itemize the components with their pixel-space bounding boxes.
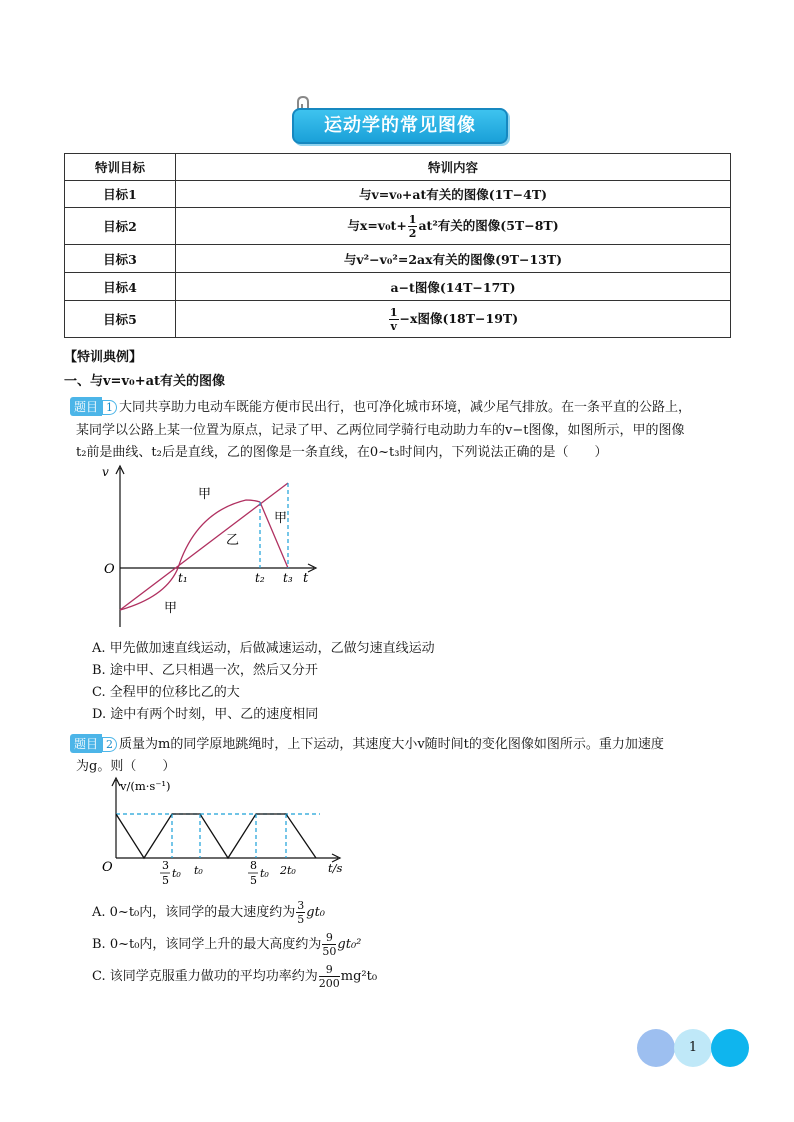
t-label: t/s: [328, 861, 343, 875]
content-cell: a−t图像(14T−17T): [176, 273, 731, 301]
fraction: [408, 214, 418, 239]
content-cell: 与v²−v₀²=2ax有关的图像(9T−13T): [176, 245, 731, 273]
fraction-num: 9: [319, 964, 340, 977]
content-cell: [176, 301, 731, 338]
option-c: C. 全程甲的位移比乙的大: [92, 685, 240, 700]
frac-b-den: 5: [250, 874, 257, 887]
yi-label: 乙: [226, 533, 240, 548]
frac-b-t0: t₀: [260, 867, 269, 880]
section-heading: 【特训典例】: [64, 350, 143, 365]
t3-label: t₃: [283, 571, 293, 585]
question-tag: 题目: [70, 734, 102, 753]
fraction: [319, 964, 340, 989]
option-a: [92, 900, 325, 925]
tick-t0: t₀: [194, 864, 203, 877]
option-d: D. 途中有两个时刻，甲、乙的速度相同: [92, 707, 319, 722]
jia-label-curve: 甲: [198, 487, 212, 502]
origin-label: O: [104, 562, 115, 577]
table-header: 特训内容: [176, 154, 731, 181]
option-text: C. 该同学克服重力做功的平均功率约为: [92, 969, 318, 984]
page-number: 1: [674, 1029, 712, 1067]
option-text: B. 0~t₀内，该同学上升的最大高度约为: [92, 937, 322, 952]
fraction-num: 3: [297, 899, 305, 912]
option-text: mg²t₀: [340, 969, 378, 984]
question-text: t₂前是曲线、t₂后是直线，乙的图像是一条直线，在0~t₃时间内，下列说法正确的是（ ）: [76, 445, 608, 460]
content-text: 与x=v₀t+: [347, 217, 407, 233]
jia-label-line: 甲: [274, 511, 288, 526]
option-text: gt₀: [306, 905, 326, 920]
content-text: −x图像(18T−19T): [399, 310, 519, 326]
page-title: 运动学的常见图像: [292, 108, 508, 144]
v-label: v: [102, 465, 109, 479]
table-header: 特训目标: [65, 154, 176, 181]
content-cell: [176, 208, 731, 245]
frac-a-den: 5: [162, 874, 169, 887]
title-banner: [288, 104, 508, 144]
option-b: B. 途中甲、乙只相遇一次，然后又分开: [92, 663, 318, 678]
goal-cell: 目标1: [65, 181, 176, 208]
t1-label: t₁: [178, 571, 188, 585]
fraction-den: 5: [297, 913, 305, 926]
question-text: 质量为m的同学原地跳绳时，上下运动，其速度大小v随时间t的变化图像如图所示。重力加速度: [119, 737, 664, 752]
table-row: [65, 181, 731, 208]
vt-graph-2: [96, 776, 356, 888]
option-c: [92, 964, 377, 989]
tick-2t0: 2t₀: [280, 864, 296, 877]
question-tag: 题目: [70, 397, 102, 416]
page-circle-left: [637, 1029, 675, 1067]
content-cell: 与v=v₀+at有关的图像(1T−4T): [176, 181, 731, 208]
question-number: 2: [102, 737, 117, 752]
content-text: at²有关的图像(5T−8T): [418, 217, 559, 233]
option-text: gt₀²: [337, 937, 362, 952]
fraction: [296, 900, 305, 925]
option-a: A. 甲先做加速直线运动，后做减速运动，乙做匀速直线运动: [92, 641, 435, 656]
vt-graph-1: [96, 462, 326, 632]
goal-cell: 目标3: [65, 245, 176, 273]
option-text: A. 0~t₀内，该同学的最大速度约为: [92, 905, 296, 920]
jia-label-bottom: 甲: [164, 601, 178, 616]
fraction-den: 50: [322, 945, 337, 958]
frac-a-num: 3: [162, 859, 169, 872]
t2-label: t₂: [255, 571, 265, 585]
t-label: t: [303, 571, 309, 586]
fraction-num: 1: [389, 305, 398, 319]
origin-label: O: [102, 860, 113, 875]
question-text: 大同共享助力电动车既能方便市民出行，也可净化城市环境，减少尾气排放。在一条平直的公路上，: [119, 400, 692, 415]
fraction-num: 1: [408, 212, 417, 226]
frac-a-t0: t₀: [172, 867, 181, 880]
question-text: 某同学以公路上某一位置为原点，记录了甲、乙两位同学骑行电动助力车的v−t图像，如图所示，甲的图像: [76, 423, 685, 438]
frac-b-num: 8: [250, 859, 257, 872]
sub-heading: 一、与v=v₀+at有关的图像: [64, 374, 226, 389]
page-circle-right: [711, 1029, 749, 1067]
question-number: 1: [102, 400, 117, 415]
question-1-first-line: [70, 396, 691, 416]
fraction-den: v: [390, 319, 397, 333]
fraction-den: 2: [408, 226, 417, 240]
table-row: [65, 273, 731, 301]
fraction-den: 200: [318, 977, 340, 990]
goal-cell: 目标5: [65, 301, 176, 338]
fraction: [322, 932, 336, 957]
table-row: [65, 208, 731, 245]
goals-table: [64, 153, 731, 338]
table-row: [65, 301, 731, 338]
table-row: [65, 245, 731, 273]
goal-cell: 目标2: [65, 208, 176, 245]
yi-line: [120, 483, 288, 610]
question-2-first-line: [70, 733, 664, 753]
option-b: [92, 932, 361, 957]
table-header-row: [65, 154, 731, 181]
fraction-num: 9: [322, 932, 336, 945]
v-label: v/(m·s⁻¹): [120, 779, 171, 793]
fraction: [389, 307, 399, 332]
question-text: 为g。则（ ）: [76, 759, 176, 774]
goal-cell: 目标4: [65, 273, 176, 301]
